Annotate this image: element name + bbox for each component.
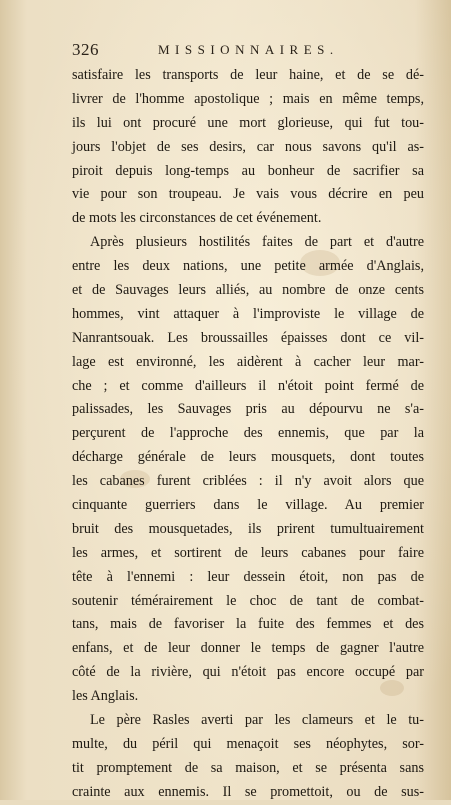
text-line: tans, mais de favoriser la fuite des femmes et des	[72, 616, 424, 633]
text-line: Nanrantsouak. Les broussailles épaisses dont ce vil-	[72, 329, 424, 346]
text-line: les armes, et sortirent de leurs cabanes pour faire	[72, 544, 424, 561]
text-line: cinquante guerriers dans le village. Au premier	[72, 497, 424, 514]
paragraph	[72, 64, 424, 231]
text-line: les cabanes furent criblées : il n'y avoit alors que	[72, 473, 424, 490]
text-line: che ; et comme d'ailleurs il n'étoit point fermé de	[72, 377, 424, 394]
text-line: hommes, vint attaquer à l'improviste le village de	[72, 305, 424, 322]
text-line: jours l'objet de ses desirs, car nous savons qu'il as-	[72, 138, 424, 155]
text-line: les Anglais.	[72, 688, 139, 705]
body-text	[72, 64, 424, 805]
text-line: bruit des mousquetades, ils prirent tumultuairement	[72, 520, 424, 537]
text-line: enfans, et de leur donner le temps de gagner l'autre	[72, 640, 424, 657]
text-line: vie pour son troupeau. Je vais vous décrire en peu	[72, 186, 424, 203]
text-line: et de Sauvages leurs alliés, au nombre de onze cents	[72, 282, 424, 299]
text-line: Le père Rasles averti par les clameurs et le tu-	[90, 712, 424, 729]
text-line: multe, du péril qui menaçoit ses néophytes, sor-	[72, 735, 424, 752]
text-line: lage est environné, les aidèrent à cacher leur mar-	[72, 353, 424, 370]
text-line: de mots les circonstances de cet événement.	[72, 210, 322, 227]
text-line: Après plusieurs hostilités faites de part et d'autre	[90, 234, 424, 251]
text-line: ils lui ont procuré une mort glorieuse, qui fut tou-	[72, 114, 424, 131]
text-line: crainte aux ennemis. Il se promettoit, ou de sus-	[72, 783, 424, 800]
paragraph	[72, 709, 424, 805]
page-header	[72, 40, 424, 62]
paragraph	[72, 231, 424, 709]
text-line: tit promptement de sa maison, et se présenta sans	[72, 759, 424, 776]
text-line: tête à l'ennemi : leur dessein étoit, non pas de	[72, 568, 424, 585]
text-line: décharge générale de leurs mousquets, dont toutes	[72, 449, 424, 466]
page-number: 326	[72, 40, 99, 59]
text-line: perçurent de l'approche des ennemis, que par la	[72, 425, 424, 442]
text-line: entre les deux nations, une petite armée d'Anglais,	[72, 258, 424, 275]
running-head: MISSIONNAIRES.	[158, 42, 339, 57]
text-line: satisfaire les transports de leur haine, et de se dé-	[72, 67, 424, 83]
text-line: côté de la rivière, qui n'étoit pas encore occupé par	[72, 664, 424, 681]
text-line: livrer de l'homme apostolique ; mais en même temps,	[72, 90, 424, 107]
text-line: soutenir témérairement le choc de tant de combat-	[72, 592, 424, 609]
text-line: piroit depuis long-temps au bonheur de sacrifier sa	[72, 162, 424, 179]
text-line: palissades, les Sauvages pris au dépourvu ne s'a-	[72, 401, 424, 418]
